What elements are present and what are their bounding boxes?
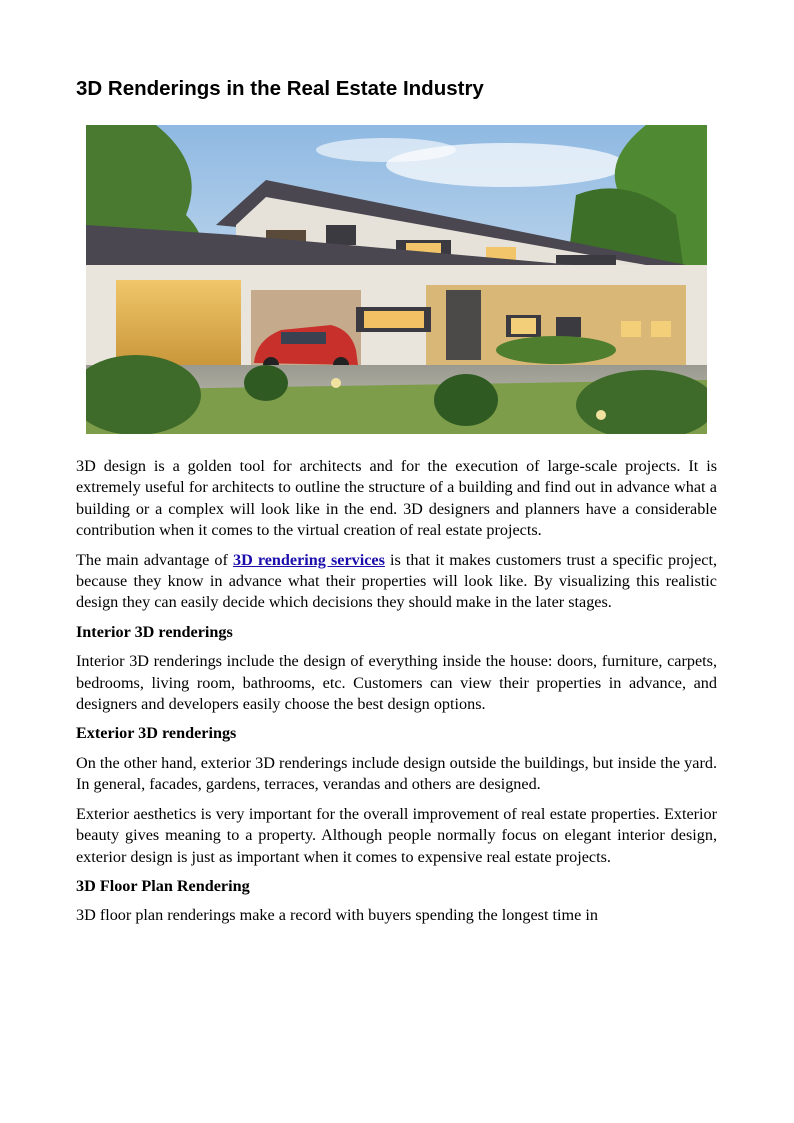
paragraph-advantage — [76, 550, 717, 614]
article-body — [76, 456, 717, 935]
rendering-services-link[interactable]: 3D rendering services — [232, 550, 385, 569]
house-rendering-image — [86, 125, 707, 434]
heading-floor-plan: 3D Floor Plan Rendering — [76, 876, 250, 895]
paragraph-interior: Interior 3D renderings include the design of everything inside the house: doors, furniture, carpets, bedrooms, living room, bathrooms, etc. Customers can view their properties in advance, and designers and developers easily choose the best design options. — [76, 652, 717, 714]
paragraph-exterior: On the other hand, exterior 3D renderings include design outside the buildings, but inside the yard. In general, facades, gardens, terraces, verandas and others are designed. — [76, 753, 717, 794]
paragraph-exterior-aesthetics: Exterior aesthetics is very important for the overall improvement of real estate properties. Exterior beauty gives meaning to a property. Although people normally focus on elegant interior design, exterior design is just as important when it comes to expensive real estate projects. — [76, 804, 717, 866]
heading-interior: Interior 3D renderings — [76, 622, 233, 641]
heading-exterior: Exterior 3D renderings — [76, 724, 237, 743]
paragraph-floor-plan: 3D floor plan renderings make a record with buyers spending the longest time in — [76, 906, 598, 925]
page-title: 3D Renderings in the Real Estate Industry — [76, 77, 484, 100]
paragraph-advantage-start: The main advantage of — [76, 550, 233, 569]
paragraph-advantage-end: is that it makes customers trust a specific project, because they know in advance what their properties will look like. By visualizing this realistic design they can easily decide which decisions they should make in the later stages. — [76, 550, 717, 612]
paragraph-intro: 3D design is a golden tool for architects and for the execution of large-scale projects. It is extremely useful for architects to outline the structure of a building and find out in advance what a building or a complex will look like in the end. 3D designers and planners have a considerable contribution when it comes to the virtual creation of real estate projects. — [76, 457, 717, 540]
